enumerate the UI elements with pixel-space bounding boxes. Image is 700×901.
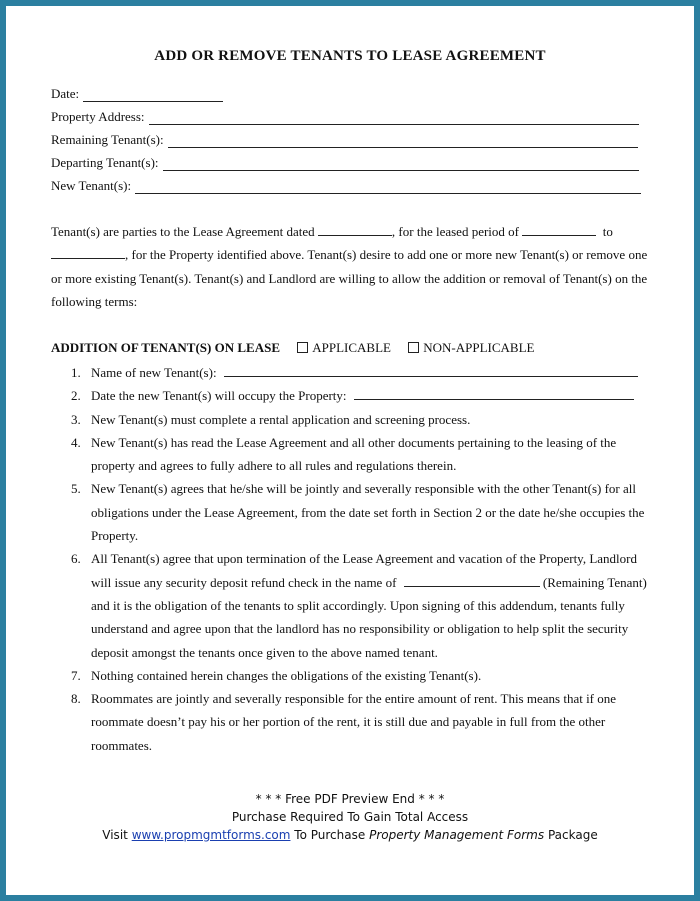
applicable-option[interactable]	[297, 340, 391, 355]
remaining-tenants-label: Remaining Tenant(s):	[51, 132, 164, 147]
item-number: 6.	[71, 551, 81, 567]
remaining-tenants-blank[interactable]	[168, 135, 638, 148]
intro-text-1: Tenant(s) are parties to the Lease Agreement dated	[51, 224, 315, 239]
departing-tenants-field	[51, 153, 639, 171]
document-page	[6, 6, 694, 895]
period-start-blank[interactable]	[522, 223, 596, 236]
item-text: (Remaining Tenant) and it is the obligation of the tenants to split accordingly. Upon signing of this addendum, tenants fully understand and agree upon that the landlord has no responsibility or obligation to help split the security deposit amongst the tenants once given to the above named tenant.	[91, 574, 647, 660]
remaining-tenants-field	[51, 130, 638, 148]
item-number: 7.	[71, 667, 81, 683]
period-end-blank[interactable]	[51, 246, 125, 259]
departing-tenants-blank[interactable]	[163, 158, 639, 171]
addition-section-header	[51, 340, 534, 356]
item-text: Date the new Tenant(s) will occupy the Property:	[91, 388, 347, 404]
intro-paragraph	[51, 220, 651, 313]
item-text: New Tenant(s) agrees that he/she will be jointly and severally responsible with the other Tenant(s) for all obligations under the Lease Agreement, from the date set forth in Section 2 or the date he/she occupies the Property.	[91, 481, 645, 544]
list-item	[51, 687, 656, 757]
page-title: ADD OR REMOVE TENANTS TO LEASE AGREEMENT	[154, 48, 546, 64]
visit-line	[6, 828, 694, 842]
list-item	[51, 431, 656, 478]
item-text: Roommates are jointly and severally responsible for the entire amount of rent. This means that if one roommate doesn’t pay his or her portion of the rent, it is still due and payable in full from the other roommates.	[91, 691, 617, 753]
intro-text-3: to	[602, 224, 613, 239]
refund-name-blank[interactable]	[404, 574, 540, 587]
new-tenants-label: New Tenant(s):	[51, 178, 132, 193]
date-blank[interactable]	[83, 89, 223, 102]
non-applicable-checkbox[interactable]	[408, 342, 419, 353]
list-item	[51, 361, 656, 384]
non-applicable-label: NON-APPLICABLE	[423, 340, 535, 355]
intro-text-2: , for the leased period of	[391, 224, 519, 239]
list-item	[51, 384, 656, 407]
lease-date-blank[interactable]	[318, 223, 392, 236]
applicable-label: APPLICABLE	[312, 340, 391, 355]
departing-tenants-label: Departing Tenant(s):	[51, 155, 159, 170]
package-label: Package	[547, 828, 598, 842]
new-tenant-name-blank[interactable]	[224, 364, 638, 377]
visit-label: Visit	[102, 828, 128, 842]
applicable-checkbox[interactable]	[297, 342, 308, 353]
item-text: Nothing contained herein changes the obligations of the existing Tenant(s).	[91, 667, 482, 683]
property-address-field	[51, 107, 639, 125]
preview-end-notice: * * * Free PDF Preview End * * *	[255, 792, 445, 806]
item-number: 5.	[71, 481, 81, 497]
item-number: 2.	[71, 388, 81, 404]
occupy-date-blank[interactable]	[354, 387, 634, 400]
new-tenants-blank[interactable]	[135, 181, 641, 194]
property-address-label: Property Address:	[51, 109, 145, 124]
item-text: All Tenant(s) agree that upon termination of the Lease Agreement and vacation of the Property, Landlord will issue any security deposit refund check in the name of	[91, 551, 637, 590]
terms-list	[51, 361, 656, 757]
item-number: 1.	[71, 365, 81, 380]
item-text: New Tenant(s) must complete a rental application and screening process.	[91, 411, 471, 427]
package-name: Property Management Forms	[369, 828, 545, 842]
intro-text-4: , for the Property identified above. Tenant(s) desire to add one or more new Tenant(s) or remove one or more existing Tenant(s). Tenant(s) and Landlord are willing to allow the addition or removal of Tenant(s) on the following terms:	[51, 247, 648, 309]
list-item	[51, 547, 656, 663]
item-number: 3.	[71, 411, 81, 427]
date-label: Date:	[51, 86, 80, 101]
list-item	[51, 477, 656, 547]
item-number: 4.	[71, 434, 81, 450]
list-item	[51, 664, 656, 687]
item-text: Name of new Tenant(s):	[91, 365, 217, 380]
item-text: New Tenant(s) has read the Lease Agreement and all other documents pertaining to the leasing of the property and agrees to fully adhere to all rules and regulations therein.	[91, 434, 617, 474]
item-number: 8.	[71, 691, 81, 707]
non-applicable-option[interactable]	[408, 340, 534, 355]
property-address-blank[interactable]	[149, 112, 639, 125]
purchase-required-notice: Purchase Required To Gain Total Access	[231, 810, 469, 824]
list-item	[51, 408, 656, 431]
date-field	[51, 84, 223, 102]
new-tenants-field	[51, 176, 641, 194]
website-link[interactable]: www.propmgmtforms.com	[131, 828, 291, 842]
section-heading: ADDITION OF TENANT(S) ON LEASE	[51, 340, 280, 355]
to-purchase-label: To Purchase	[294, 828, 366, 842]
